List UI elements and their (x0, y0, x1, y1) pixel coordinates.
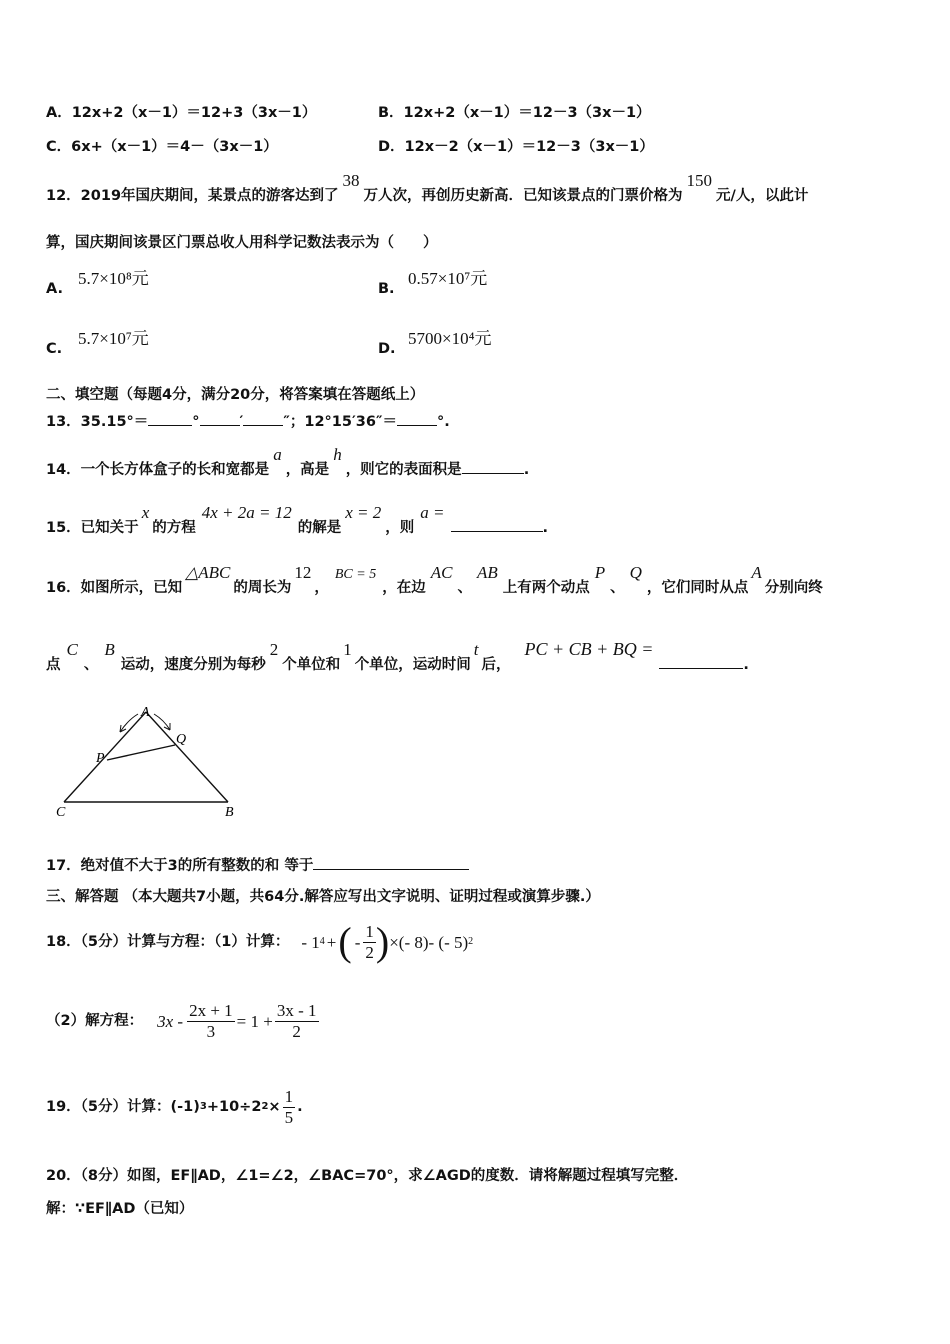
q19: 19．（5分）计算：(-1) 3 +10÷2 2 × $\frac{1}{5}$ . (46, 1086, 303, 1127)
q13-blank-4[interactable] (397, 413, 437, 426)
q12-option-d-label: D. (378, 341, 396, 357)
q11-option-c: C．6x+（x－1）＝4－（3x－1） (46, 139, 278, 155)
q12-option-a: 5.7×10⁸元 (78, 269, 149, 288)
arrow-to-q (154, 714, 170, 730)
q20-solution-start: 解：∵EF∥AD（已知） (46, 1201, 194, 1217)
q16-line1: 16．如图所示，已知△ABC的周长为12，BC = 5，在边AC、AB上有两个动点P、Q，它们同时从点A分别向终 (46, 563, 823, 596)
section3-title: 三、解答题 （本大题共7小题，共64分.解答应写出文字说明、证明过程或演算步骤.） (46, 889, 600, 905)
side-ab (146, 712, 228, 802)
q18-part1: 18．（5分）计算与方程：（1）计算： - 1 4 + ( - $\frac{1}{2}$ ) ×(- 8)- (- 5) 2 (46, 919, 474, 964)
q11-option-d: D．12x－2（x－1）＝12－3（3x－1） (378, 139, 654, 155)
q17-answer-blank[interactable] (313, 857, 469, 870)
label-c: C (56, 805, 66, 820)
q17: 17．绝对值不大于3的所有整数的和 等于 (46, 857, 469, 874)
q12-option-b: 0.57×10⁷元 (408, 269, 488, 288)
q15-answer-blank[interactable] (451, 519, 543, 532)
q15: 15．已知关于x的方程4x + 2a = 12的解是x = 2，则a =. (46, 503, 549, 536)
side-ac (64, 712, 146, 802)
q18-fraction-half: $\frac{1}{2}$ (365, 921, 374, 962)
q12-option-c: 5.7×10⁷元 (78, 329, 149, 348)
q13-blank-1[interactable] (148, 413, 192, 426)
q14-answer-blank[interactable] (462, 461, 524, 474)
q12-line2: 算，国庆期间该景区门票总收人用科学记数法表示为（ ） (46, 235, 438, 251)
triangle-figure (50, 700, 250, 822)
q19-fraction: $\frac{1}{5}$ (284, 1086, 294, 1127)
label-q: Q (176, 732, 187, 747)
q18-fraction-1: $\frac{2x + 1}{3}$ (189, 1000, 233, 1041)
label-b: B (225, 805, 234, 820)
q16-answer-blank[interactable] (659, 656, 743, 669)
q14: 14．一个长方体盒子的长和宽都是a，高是h，则它的表面积是 . (46, 445, 530, 478)
q12-option-a-label: A. (46, 281, 63, 297)
section2-title: 二、填空题（每题4分，满分20分，将答案填在答题纸上） (46, 387, 425, 403)
q11-option-b: B．12x+2（x－1）＝12－3（3x－1） (378, 105, 651, 121)
segment-pq (107, 745, 175, 760)
q12-option-c-label: C. (46, 341, 63, 357)
q11-option-a: A．12x+2（x－1）＝12+3（3x－1） (46, 105, 317, 121)
q18-part2: （2）解方程： 3x - $\frac{2x + 1}{3}$ = 1 + $\frac{3x - 1}{2}$ (46, 1000, 317, 1041)
q12-option-b-label: B. (378, 281, 395, 297)
label-a: A (141, 705, 150, 720)
q12-line1: 12．2019年国庆期间，某景点的游客达到了38万人次，再创历史新高．已知该景点的门票价格为150元/人，以此计 (46, 171, 809, 204)
q13-blank-2[interactable] (200, 413, 240, 426)
q13: 13．35.15°＝ ° ′ ″；12°15′36″＝ °. (46, 414, 450, 430)
q13-blank-3[interactable] (243, 413, 283, 426)
q18-fraction-2: $\frac{3x - 1}{2}$ (276, 1000, 317, 1041)
q12-option-d: 5700×10⁴元 (408, 329, 492, 348)
label-p: P (96, 751, 105, 766)
q16-line2: 点C、B运动，速度分别为每秒2个单位和1个单位，运动时间t后，PC + CB + BQ =. (46, 639, 749, 673)
q20-question: 20．（8分）如图，EF∥AD，∠1=∠2，∠BAC=70°，求∠AGD的度数．请将解题过程填写完整． (46, 1168, 689, 1184)
